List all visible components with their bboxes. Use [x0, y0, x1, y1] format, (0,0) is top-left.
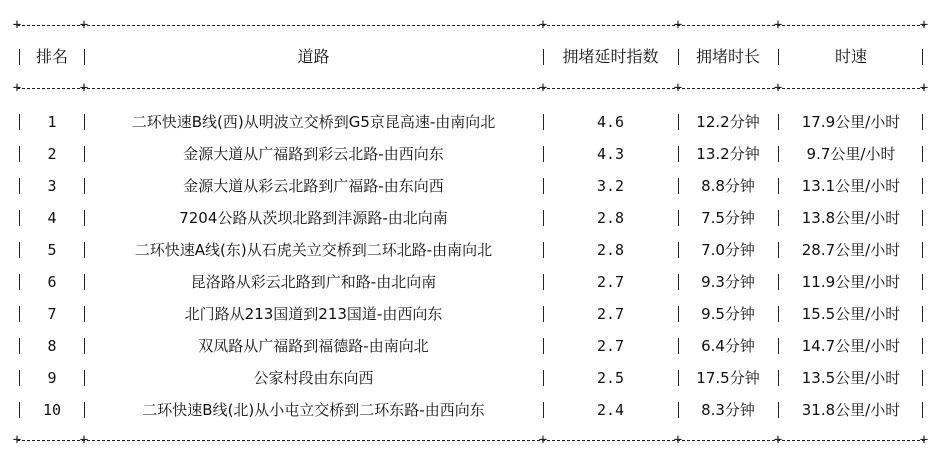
header-speed: 时速 [834, 47, 867, 66]
cell-congestion-index: 2.8 [596, 209, 625, 227]
cell-rank: 2 [47, 145, 57, 163]
cell-congestion-duration: 7.5分钟 [701, 209, 755, 227]
cell-road: 二环快速A线(东)从石虎关立交桥到二环北路-由南向北 [134, 241, 493, 259]
cell-speed: 15.5公里/小时 [801, 305, 901, 323]
cell-speed: 13.5公里/小时 [801, 369, 901, 387]
cell-road: 公家村段由东向西 [253, 369, 374, 387]
cell-congestion-index: 4.6 [596, 113, 625, 131]
table-row [0, 332, 941, 360]
table-row [0, 300, 941, 328]
cell-congestion-index: 2.4 [596, 401, 625, 419]
cell-congestion-duration: 6.4分钟 [701, 337, 755, 355]
cell-congestion-duration: 12.2分钟 [696, 113, 760, 131]
cell-speed: 11.9公里/小时 [801, 273, 901, 291]
cell-rank: 5 [47, 241, 57, 259]
cell-speed: 28.7公里/小时 [801, 241, 901, 259]
cell-congestion-duration: 7.0分钟 [701, 241, 755, 259]
cell-rank: 10 [42, 401, 62, 419]
header-road: 道路 [297, 47, 330, 66]
cell-road: 昆洛路从彩云北路到广和路-由北向南 [190, 273, 437, 291]
cell-rank: 3 [47, 177, 57, 195]
cell-congestion-index: 2.7 [596, 305, 625, 323]
table-row [0, 268, 941, 296]
cell-rank: 8 [47, 337, 57, 355]
cell-rank: 1 [47, 113, 57, 131]
cell-congestion-duration: 9.5分钟 [701, 305, 755, 323]
cell-congestion-duration: 13.2分钟 [696, 145, 760, 163]
cell-road: 二环快速B线(北)从小屯立交桥到二环东路-由西向东 [142, 401, 485, 419]
cell-rank: 6 [47, 273, 57, 291]
cell-congestion-duration: 8.8分钟 [701, 177, 755, 195]
cell-congestion-index: 4.3 [596, 145, 625, 163]
table-row [0, 204, 941, 232]
table-row [0, 364, 941, 392]
cell-rank: 9 [47, 369, 57, 387]
cell-rank: 4 [47, 209, 57, 227]
header-congestion-index: 拥堵延时指数 [562, 47, 659, 66]
table-row [0, 396, 941, 424]
cell-congestion-index: 2.7 [596, 337, 625, 355]
cell-congestion-index: 2.5 [596, 369, 625, 387]
cell-speed: 17.9公里/小时 [801, 113, 901, 131]
cell-congestion-index: 2.7 [596, 273, 625, 291]
table-row [0, 172, 941, 200]
cell-congestion-index: 3.2 [596, 177, 625, 195]
cell-speed: 14.7公里/小时 [801, 337, 901, 355]
table-row [0, 236, 941, 264]
table-border-bottom: + + + + + + [12, 432, 929, 448]
cell-speed: 9.7公里/小时 [806, 145, 896, 163]
cell-congestion-duration: 8.3分钟 [701, 401, 755, 419]
table-border-header: + + + + + + [12, 80, 929, 96]
table-header-row [0, 43, 941, 71]
cell-road: 金源大道从彩云北路到广福路-由东向西 [183, 177, 444, 195]
cell-road: 北门路从213国道到213国道-由西向东 [184, 305, 443, 323]
cell-road: 金源大道从广福路到彩云北路-由西向东 [183, 145, 444, 163]
table-row [0, 108, 941, 136]
cell-road: 双凤路从广福路到福德路-由南向北 [198, 337, 429, 355]
cell-congestion-index: 2.8 [596, 241, 625, 259]
cell-road: 二环快速B线(西)从明波立交桥到G5京昆高速-由南向北 [131, 113, 496, 131]
cell-congestion-duration: 17.5分钟 [696, 369, 760, 387]
cell-rank: 7 [47, 305, 57, 323]
header-rank: 排名 [35, 47, 68, 66]
table-row [0, 140, 941, 168]
cell-road: 7204公路从茨坝北路到沣源路-由北向南 [179, 209, 448, 227]
cell-congestion-duration: 9.3分钟 [701, 273, 755, 291]
table-border-top: + + + + + + [12, 17, 929, 33]
cell-speed: 13.8公里/小时 [801, 209, 901, 227]
cell-speed: 31.8公里/小时 [801, 401, 901, 419]
cell-speed: 13.1公里/小时 [801, 177, 901, 195]
header-congestion-duration: 拥堵时长 [695, 47, 760, 66]
